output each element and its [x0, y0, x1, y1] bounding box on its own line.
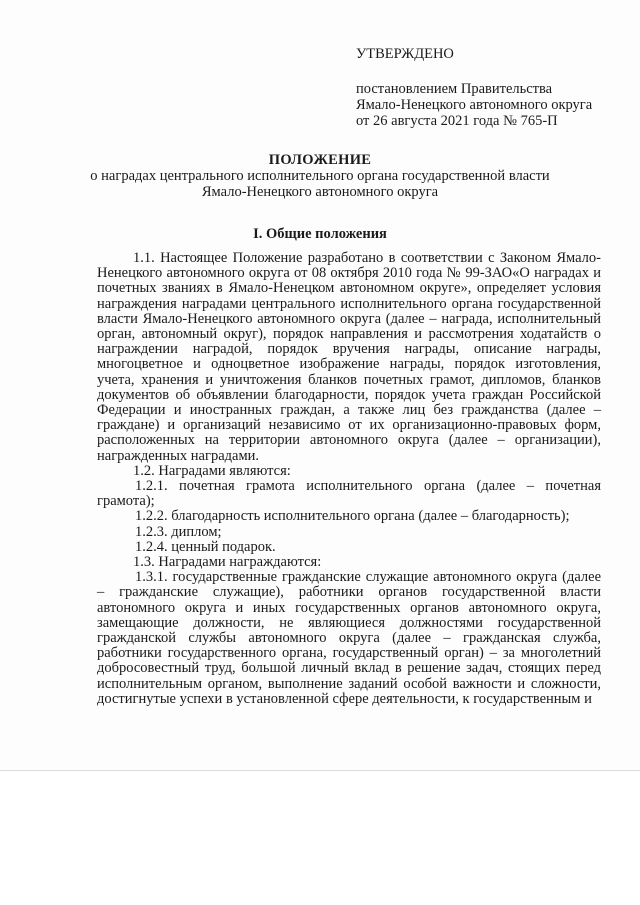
approval-line-2: Ямало-Ненецкого автономного округа — [356, 97, 593, 113]
approval-block — [356, 46, 592, 129]
approval-heading: УТВЕРЖДЕНО — [356, 46, 454, 62]
section-heading: I. Общие положения — [253, 226, 387, 242]
paragraph-1-2-4: 1.2.4. ценный подарок. — [135, 538, 276, 555]
title-main: ПОЛОЖЕНИЕ — [268, 152, 372, 168]
paragraph-1-2-2: 1.2.2. благодарность исполнительного органа (далее – благодарность); — [135, 508, 570, 525]
title-subtitle-1: о наградах центрального исполнительного органа государственной власти — [90, 168, 550, 184]
approval-line-3: от 26 августа 2021 года № 765-П — [356, 113, 558, 129]
paragraph-1-2-3: 1.2.3. диплом; — [135, 523, 222, 540]
document-body — [97, 251, 601, 707]
document-title — [0, 152, 640, 200]
paragraph-1-2: 1.2. Наградами являются: — [133, 462, 291, 479]
title-subtitle-2: Ямало-Ненецкого автономного округа — [201, 184, 439, 200]
approval-line-1: постановлением Правительства — [356, 81, 553, 97]
paragraph-1-2-1: 1.2.1. почетная грамота исполнительного органа (далее – почетная грамота); — [97, 478, 601, 510]
paragraph-1-3-1: 1.3.1. государственные гражданские служащие автономного округа (далее – гражданские служащие), работники органов государственной власти автономного округа и иных государственных органов автономного округа, замещающие должности, не являющиеся должностями государственной гражданской службы автономного округа (далее – гражданская служба, работники государственного органа, государственный орган) – за многолетний добросовестный труд, большой личный вклад в решение задач, стоящих перед исполнительным органом, выполнение заданий особой важности и сложности, достигнутые успехи в установленной сфере деятельности, к государственным и — [97, 569, 601, 707]
paragraph-1-3: 1.3. Наградами награждаются: — [133, 554, 322, 571]
paragraph-1-1: 1.1. Настоящее Положение разработано в соответствии с Законом Ямало-Ненецкого автономного округа от 08 октября 2010 года № 99-ЗАО«О наградах и почетных званиях в Ямало-Ненецком автономном округе», определяет условия награждения наградами центрального исполнительного органа государственной власти Ямало-Ненецкого автономного округа (далее – награда, исполнительный орган, автономный округ), порядок направления и рассмотрения ходатайств о награждении наградой, порядок вручения награды, описание награды, многоцветное и одноцветное изображение награды, порядок изготовления, учета, хранения и уничтожения бланков почетных грамот, дипломов, бланков документов об объявлении благодарности, порядок учета граждан Российской Федерации и иностранных граждан, а также лиц без гражданства (далее – граждане) и организаций независимо от их организационно-правовых форм, расположенных на территории автономного округа (далее – организации), награжденных наградами. — [97, 250, 601, 464]
